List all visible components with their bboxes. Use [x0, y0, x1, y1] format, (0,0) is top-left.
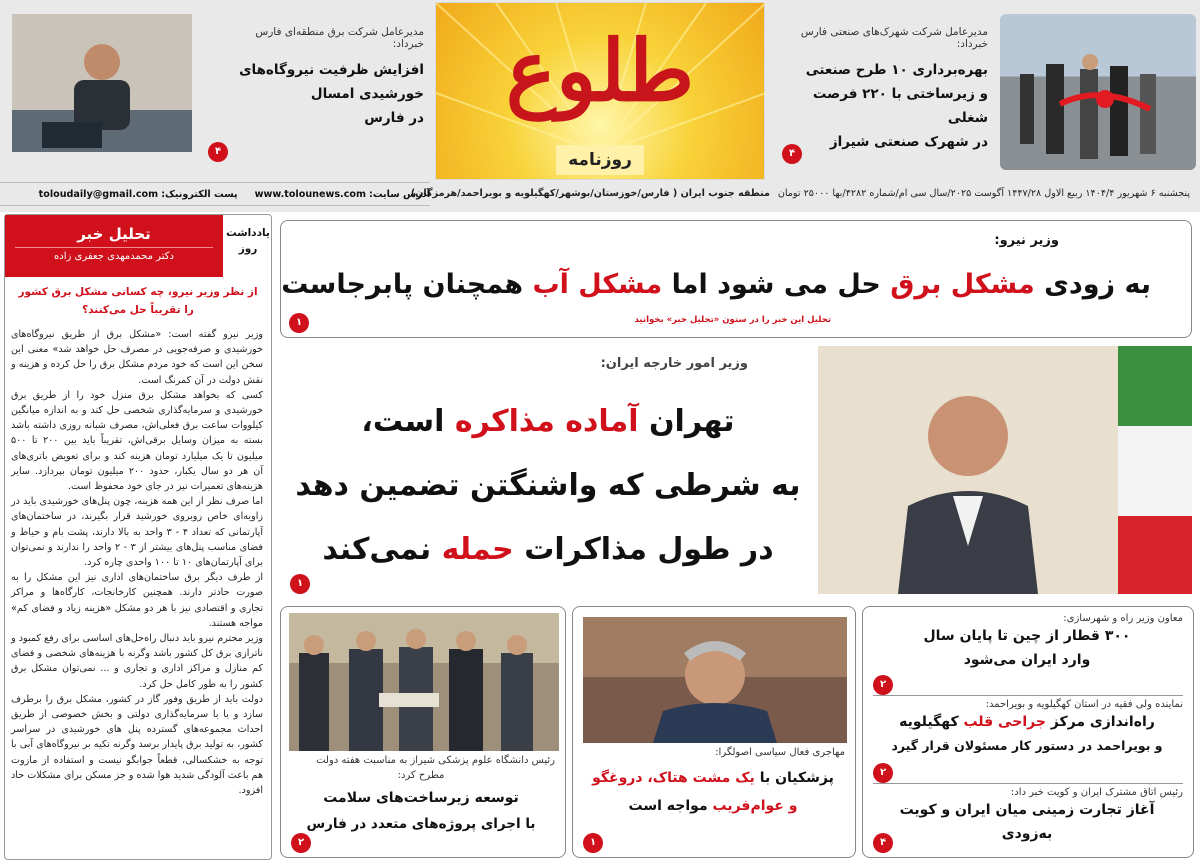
second-headline	[288, 390, 808, 582]
lead-kicker: وزیر نیرو:	[994, 233, 1059, 248]
teaser-left-line1: افزایش ظرفیت نیروگاه‌های	[239, 62, 424, 78]
teaser-left[interactable]	[4, 4, 432, 180]
lead-headline-part: به زودی	[1034, 269, 1151, 300]
brief-page-badge: ۴	[873, 833, 893, 853]
mohajeri-kicker: مهاجری فعال سیاسی اصولگرا:	[715, 747, 845, 758]
analysis-author: دکتر محمدمهدی جعفری زاده	[15, 247, 213, 266]
analysis-headline-2: را تقریباً حل می‌کنند؟	[82, 304, 194, 316]
brief-kicker: نماینده ولی فقیه در استان کهگیلویه و بویراحمد:	[985, 699, 1183, 710]
ribbon-cutting-image	[1000, 14, 1196, 170]
second-headline-part: تهران	[638, 404, 735, 439]
region-line: منطقه جنوب ایران ( فارس/خوزستان/بوشهر/کهگیلویه و بویراحمد/هرمزگان)	[410, 188, 770, 199]
dateline: پنجشنبه ۶ شهریور ۱۴۰۴/۴ ربیع الاول ۱۴۴۷/۲۸ آگوست ۲۰۲۵/سال سی ام/شماره ۴۲۸۲/بها ۲۵۰۰۰ تومان	[777, 188, 1190, 199]
analysis-paragraph: دولت باید از طریق وفور گاز در کشور، مشکل برق را برطرف سازد و یا با سرمایه‌گذاری دولتی و بخش خصوصی از طریق احداث مجموعه‌های گسترده پنل های خورشیدی در سراسر کشور، به تولید برق پایدار برسد وگرنه تکیه بر نیروگاه‌های آبی با توجه به خشکسالی، قطعاً جوابگو نیست و استفاده از مازوت هم باعث آلودگی شدید هوا شده و جز مسکن برای مشکلات حاد افزود.	[11, 693, 263, 797]
teaser-right-photo	[1000, 14, 1196, 170]
analysis-column	[4, 214, 272, 860]
mohajeri-headline-part: پزشکیان با	[754, 770, 834, 786]
brief-headline-part: کهگیلویه	[899, 714, 964, 730]
teaser-right-line2: و زیرساختی با ۲۲۰ فرصت شغلی	[812, 86, 988, 126]
second-headline-part: نمی‌کند	[322, 532, 442, 567]
analysis-tag: یادداشت روز	[226, 227, 270, 255]
teaser-left-photo	[12, 14, 192, 152]
second-headline-line2: به شرطی که واشنگتن تضمین دهد	[295, 468, 801, 503]
analysis-paragraph: اما صرف نظر از این همه هزینه، چون پنل‌های خورشیدی باید در زاویه‌ای خاص روبروی خورشید قرار بگیرند، در ساختمان‌های آپارتمانی که تعداد ۴ - ۳ واحد به بالا دارند، پشت بام و حیاط و فضای مناسب پنل‌های بیشتر از ۳ - ۲ واحد را ندارند و نمی‌توان برای آپارتمان‌های ۱۰ تا ۱۰۰ واحدی چاره کرد.	[11, 496, 263, 569]
lead-page-badge: ۱	[289, 313, 309, 333]
second-kicker: وزیر امور خارجه ایران:	[600, 356, 748, 371]
info-strip	[0, 182, 1200, 206]
official-portrait-image	[12, 14, 192, 152]
lead-headline	[281, 261, 1151, 309]
health-caption: رئیس دانشگاه علوم پزشکی شیراز به مناسبت هفته دولت	[316, 755, 555, 766]
foreign-minister-photo	[818, 346, 1192, 594]
analysis-title: تحلیل خبر	[77, 225, 151, 243]
health-headline: توسعه زیرساخت‌های سلامت	[323, 790, 519, 806]
divider	[873, 695, 1183, 696]
brief-item[interactable]	[871, 613, 1183, 672]
brief-page-badge: ۲	[873, 763, 893, 783]
teaser-left-line2: خورشیدی امسال	[310, 86, 424, 102]
teaser-right-kicker: مدیرعامل شرکت شهرک‌های صنعتی فارس	[800, 26, 988, 38]
logo	[435, 2, 765, 180]
second-headline-part: در طول مذاکرات	[513, 532, 774, 567]
mohajeri-photo	[583, 617, 847, 743]
teaser-left-kicker2: خبرداد:	[392, 38, 424, 50]
analysis-headline-1: از نظر وزیر نیرو، چه کسانی مشکل برق کشور	[18, 286, 258, 298]
minister-with-flag-image	[818, 346, 1192, 594]
brief-headline-part: راه‌اندازی مرکز	[1045, 714, 1155, 730]
mohajeri-page-badge: ۱	[583, 833, 603, 853]
mohajeri-headline-part: مواجه است	[628, 798, 713, 814]
logo-sub: روزنامه	[556, 145, 644, 175]
teaser-right-kicker2: خبرداد:	[956, 38, 988, 50]
teaser-left-kicker: مدیرعامل شرکت برق منطقه‌ای فارس	[255, 26, 424, 38]
second-headline-part: است،	[361, 404, 455, 439]
mohajeri-headline-highlight: و عوام‌فریب	[712, 798, 798, 814]
brief-kicker: رئیس اتاق مشترک ایران و کویت خبر داد:	[1010, 787, 1183, 798]
lead-note: تحلیل این خبر را در ستون «تحلیل خبر» بخوانید	[634, 315, 831, 325]
lead-headline-part: حل می شود اما	[662, 269, 891, 300]
second-story[interactable]	[280, 344, 1192, 598]
health-story[interactable]	[280, 606, 566, 858]
brief-headline: وارد ایران می‌شود	[963, 652, 1091, 668]
briefs-box	[862, 606, 1194, 858]
analysis-paragraph: وزیر نیرو گفته است: «مشکل برق از طریق نیروگاه‌های خورشیدی و صرفه‌جویی در مصرف حل خواهد شد» معنی این سخن این است که خود مردم مشکل برق را حل کرده و هزینه و نقش دولت در آن کمرنگ است.	[11, 329, 263, 386]
analysis-paragraph: کسی که بخواهد مشکل برق منزل خود را از طریق برق خورشیدی و سرمایه‌گذاری شخصی حل کند و به اندازه میانگین کیلووات ساعت برق فعلی‌اش، مصرف شبانه روزی داشته باشد بسته به میزان وسایل برقی‌اش، تقریباً باید بین ۲۰۰ تا ۵۰۰ میلیون تا یک میلیارد تومان هزینه کند و برای تعویض باتری‌های آن هر دو سال یکبار، حدود ۲۰۰ میلیون تومان بپردازد. سایر هزینه‌های تعمیرات نیز در جای خود محفوظ است.	[11, 389, 263, 493]
brief-item[interactable]	[871, 787, 1183, 846]
brief-headline: به‌زودی	[1001, 826, 1053, 842]
second-headline-highlight: حمله	[441, 532, 514, 567]
divider	[873, 783, 1183, 784]
teaser-left-page-badge: ۴	[208, 142, 228, 162]
teaser-right[interactable]	[770, 4, 1196, 180]
ceremony-group-image	[289, 613, 559, 751]
brief-headline: و بویراحمد در دستور کار مسئولان قرار گیرد	[891, 738, 1163, 753]
teaser-right-line1: بهره‌برداری ۱۰ طرح صنعتی	[805, 62, 988, 78]
second-page-badge: ۱	[290, 574, 310, 594]
analysis-body	[11, 327, 263, 857]
brief-kicker: معاون وزیر راه و شهرسازی:	[1063, 613, 1183, 624]
brief-page-badge: ۲	[873, 675, 893, 695]
logo-text: طلوع	[505, 21, 695, 120]
mohajeri-story[interactable]	[572, 606, 856, 858]
lead-headline-highlight: مشکل برق	[890, 269, 1035, 300]
mohajeri-headline-highlight: یک مشت هتاک، دروغگو	[592, 770, 755, 786]
brief-item[interactable]	[871, 699, 1183, 758]
contact-strip	[0, 182, 430, 206]
teaser-left-line3: در فارس	[364, 110, 424, 126]
website-link[interactable]: www.tolounews.com	[254, 189, 366, 200]
health-headline: با اجرای پروژه‌های متعدد در فارس	[306, 816, 536, 832]
brief-headline: آغاز تجارت زمینی میان ایران و کویت	[899, 802, 1155, 818]
analysis-header	[5, 215, 223, 277]
email-label: پست الکترونیک:	[161, 189, 238, 200]
health-page-badge: ۲	[291, 833, 311, 853]
lead-headline-part: همچنان پابرجاست	[281, 269, 533, 300]
lead-headline-highlight: مشکل آب	[532, 269, 663, 300]
teaser-right-page-badge: ۴	[782, 144, 802, 164]
brief-headline: ۳۰۰ قطار از چین تا پایان سال	[923, 628, 1131, 644]
second-headline-highlight: آماده مذاکره	[454, 404, 639, 439]
health-kicker: مطرح کرد:	[397, 770, 445, 781]
analysis-paragraph: وزیر محترم نیرو باید دنبال راه‌حل‌های اساسی برای رفع کمبود و ناترازی برق کل کشور باشد وگرنه با هزینه‌های شخصی و فضای کم منازل و مراکز اداری و تجاری و ... نمی‌توان مشکل برق کشور را به طور کامل حل کرد.	[11, 633, 263, 690]
email-link[interactable]: toloudaily@gmail.com	[38, 189, 159, 200]
speaker-portrait-image	[583, 617, 847, 743]
brief-headline-highlight: جراحی قلب	[963, 714, 1046, 730]
analysis-paragraph: از طرف دیگر برق ساختمان‌های اداری نیز این مشکل را به صورت حادتر دارند. همچنین کارخانجات، کارگاه‌ها و مراکز تجاری و اقتصادی نیز با هر دو مشکل «هزینه زیاد و فضای کم» مواجه هستند.	[11, 572, 263, 629]
health-photo	[289, 613, 559, 751]
teaser-right-line3: در شهرک صنعتی شیراز	[829, 134, 988, 150]
lead-story[interactable]	[280, 220, 1192, 338]
website-label: آدرس سایت:	[369, 189, 430, 200]
